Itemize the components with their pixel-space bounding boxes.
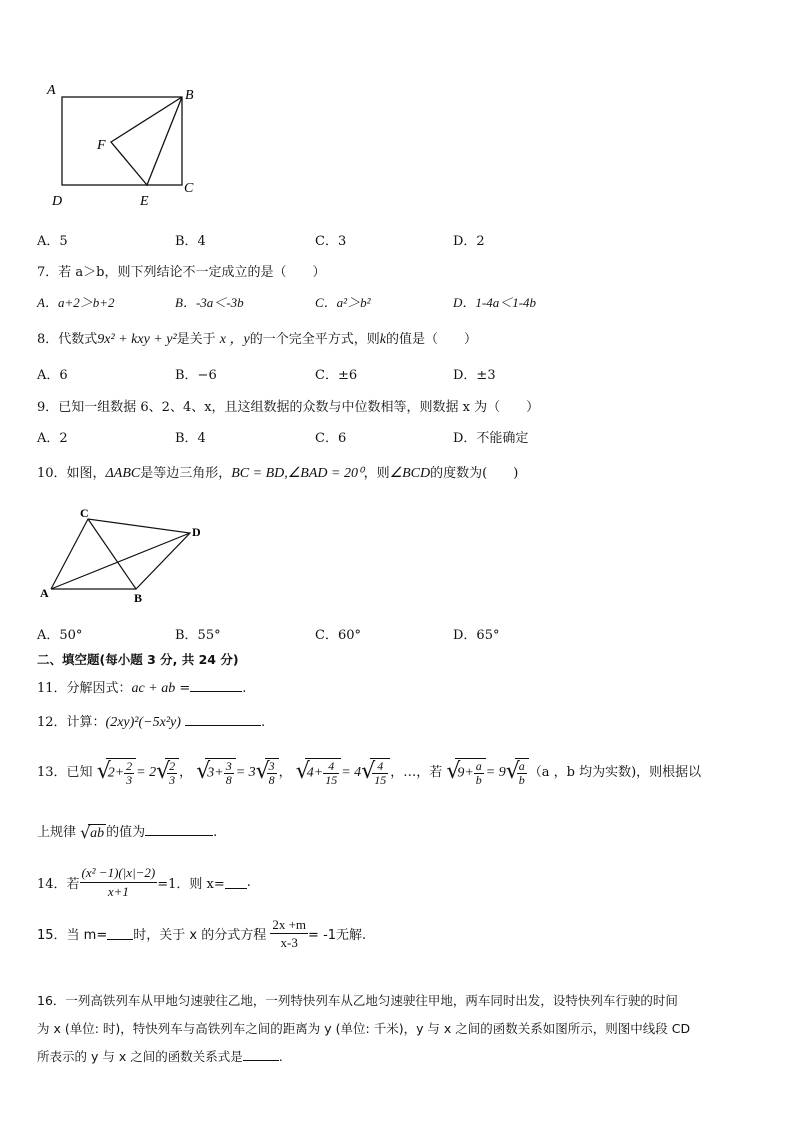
q16-line3-text: [37, 1047, 283, 1065]
q8-suffix: 的一个完全平方式，则: [249, 332, 380, 347]
q12-end: .: [261, 715, 266, 730]
q13-e3-num: 4: [323, 760, 339, 774]
q8-option-a: A．6: [37, 368, 68, 383]
label-a2: A: [40, 586, 49, 600]
section-heading: 二、填空题(每小题 3 分, 共 24 分): [37, 652, 239, 667]
segment-ad: [51, 533, 190, 589]
q13-line2-suffix: 的值为: [106, 825, 146, 840]
radical-icon: √: [255, 759, 270, 784]
q13-note: （a ，b 均为实数)，则根据以: [528, 765, 702, 780]
q13-sqrt-1: [97, 758, 136, 787]
q10-middle: 是等边三角形，: [140, 466, 232, 481]
q15: [37, 916, 366, 951]
q15-fraction: [270, 916, 308, 951]
q10-stem: [37, 462, 518, 482]
q10-option-d: D．65°: [453, 628, 500, 643]
q13-e3-eq: = 4: [341, 765, 362, 780]
rectangle-figure: [44, 80, 214, 210]
q13-line2-prefix: 上规律: [37, 825, 77, 840]
q8-prefix: 8．代数式: [37, 332, 98, 347]
q11: [37, 677, 246, 697]
q11-end: .: [242, 681, 247, 696]
q7-stem: 7．若 a＞b，则下列结论不一定成立的是（ ）: [37, 265, 326, 280]
q10-suffix: ，则: [363, 466, 390, 481]
q8-option-c: C．±6: [315, 368, 358, 383]
q14-eq: =1．则 x=: [157, 877, 225, 892]
q16-answer-blank[interactable]: [243, 1048, 279, 1061]
q13-e1-num: 2: [126, 759, 133, 773]
q13-e4-den: b: [475, 773, 482, 787]
q16-line3: 所表示的 y 与 x 之间的函数关系式是: [37, 1049, 243, 1064]
q16-end: .: [278, 1049, 283, 1064]
q13-end: .: [213, 825, 218, 840]
q15-prefix: 15．当 m=: [37, 928, 108, 943]
triangle-bfe: [111, 97, 182, 185]
q8-middle: 是关于: [176, 332, 216, 347]
q13-e2-rnum: 3: [268, 759, 275, 773]
q13-ab: ab: [90, 825, 105, 841]
q14-fraction: [80, 864, 158, 901]
q7-option-b: B．-3a＜-3b: [175, 295, 244, 310]
q6-option-b: B．4: [175, 234, 206, 249]
segment-cb: [88, 519, 136, 589]
q6-option-c: C．3: [315, 234, 347, 249]
label-e: E: [140, 194, 149, 209]
q9-option-c: C．6: [315, 431, 347, 446]
q13-e3-rden: 15: [374, 773, 387, 787]
q11-prefix: 11．分解因式：: [37, 681, 132, 696]
q12-prefix: 12．计算：: [37, 715, 106, 730]
q13-e1-eq: = 2: [136, 765, 157, 780]
radical-icon: √: [80, 822, 91, 842]
q7-option-a: A．a+2＞b+2: [37, 295, 115, 310]
label-b: B: [185, 88, 194, 103]
q13-e1-rnum: 2: [169, 759, 176, 773]
q7-option-d: D．1-4a＜1-4b: [453, 295, 537, 310]
q15-denominator: x-3: [280, 935, 298, 950]
q15-end: = -1无解.: [308, 928, 367, 943]
q8-stem: [37, 328, 477, 348]
q15-numerator: 2x +m: [272, 917, 307, 932]
quad-outline: [51, 519, 190, 589]
q14-answer-blank[interactable]: [225, 876, 247, 889]
label-c: C: [184, 181, 194, 196]
q6-options: [37, 230, 757, 248]
q13-sqrt-1r: [156, 758, 179, 787]
q13-e4-rnum: a: [518, 759, 525, 773]
q15-answer-blank[interactable]: [107, 927, 133, 940]
q16-line2: 为 x (单位: 时)，特快列车与高铁列车之间的距离为 y (单位: 千米)，y 与 x 之间的函数关系如图所示，则图中线段 CD: [37, 1021, 691, 1036]
q8-expression: 9x² + kxy + y²: [97, 332, 177, 347]
q9-options: [37, 427, 757, 445]
q10-prefix: 10．如图，: [37, 466, 106, 481]
q13-sqrt-3r: [361, 758, 390, 787]
label-c2: C: [80, 506, 89, 520]
q13-line2: [37, 821, 217, 842]
q14-denominator: x+1: [107, 884, 129, 899]
q13-e1-rden: 3: [169, 773, 176, 787]
q9-stem: 9．已知一组数据 6、2、4、x，且这组数据的众数与中位数相等，则数据 x 为（ ）: [37, 400, 540, 415]
q13-sqrt-2: [196, 758, 235, 787]
q11-expression: ac + ab: [131, 681, 176, 696]
q8-end: 的值是（ ）: [385, 332, 477, 347]
q13-e2-rden: 8: [268, 773, 275, 787]
q10-option-c: C．60°: [315, 628, 361, 643]
q13-e4-rden: b: [518, 773, 525, 787]
radical-icon: √: [295, 759, 310, 784]
q13-prefix: 13．已知: [37, 765, 93, 780]
q13-sqrt-ab: [80, 824, 106, 842]
label-d2: D: [192, 525, 201, 539]
q9-option-d: D．不能确定: [453, 431, 529, 446]
q13-line1: 13．已知 √ 2+ $\frac{2}{3}$ = 2 √ $\frac{2}{3}$ ， √ 3+ $\frac{3}{8}$ = 3 √ $\frac{3}{8}$ ， √ 4+ $\frac{4}{15}$ = 4 √ $\frac{4}{15}$ ，…，若 √ 9+ $\frac{a}{b}$ = 9 √ $\frac{a}{b}$ （a ，b 均为实数)，则根据以: [37, 759, 702, 787]
q8-option-d: D．±3: [453, 368, 496, 383]
q6-option-d: D．2: [453, 234, 485, 249]
q13-e2-eq: = 3: [235, 765, 256, 780]
q14-end: .: [246, 875, 251, 890]
radical-icon: √: [156, 759, 171, 784]
q13-sqrt-3: [296, 758, 341, 787]
q12-answer-blank[interactable]: [185, 713, 261, 726]
q13-e4-eq: = 9: [485, 765, 506, 780]
label-a: A: [47, 83, 56, 98]
q13-e2-num: 3: [225, 759, 232, 773]
q12: [37, 711, 265, 731]
q14: [37, 864, 251, 901]
q10-angle: ∠BCD: [389, 466, 431, 481]
q13-e3-rnum: 4: [372, 760, 388, 774]
q13-e4-int: 9+: [457, 765, 474, 781]
q13-sqrt-4: [446, 758, 485, 787]
q15-middle: 时，关于 x 的分式方程: [133, 928, 267, 943]
radical-icon: √: [361, 759, 376, 784]
q13-sqrt-4r: [506, 758, 529, 787]
q10-condition: BC = BD,∠BAD = 20⁰: [231, 466, 364, 481]
q14-numerator: (x² −1)(|x|−2): [80, 864, 158, 883]
radical-icon: √: [96, 759, 111, 784]
q12-expression: (2xy)²(−5x²y): [105, 715, 181, 730]
radical-icon: √: [196, 759, 211, 784]
q13-e3-den: 15: [325, 773, 338, 787]
q13-e1-int: 2+: [107, 765, 125, 781]
q11-eq: =: [175, 681, 191, 696]
q13-e2-int: 3+: [207, 765, 224, 781]
q10-end: 的度数为( ): [430, 466, 519, 481]
q8-option-b: B．−6: [175, 368, 217, 383]
q8-options: [37, 364, 757, 382]
q13-dots: ，…，若: [390, 765, 443, 780]
q13-e4-num: a: [475, 759, 482, 773]
label-f: F: [97, 138, 106, 153]
label-b2: B: [134, 591, 143, 605]
q10-options: [37, 624, 757, 642]
q7-options: [37, 292, 757, 310]
q8-k: k: [379, 332, 386, 347]
q9-option-b: B．4: [175, 431, 206, 446]
q13-e2-den: 8: [225, 773, 232, 787]
q10-triangle: ΔABC: [105, 466, 141, 481]
q13-e1-den: 3: [126, 773, 133, 787]
q14-prefix: 14．若: [37, 877, 80, 892]
quadrilateral-figure: [36, 505, 216, 610]
q9-option-a: A．2: [37, 431, 68, 446]
q13-e3-int: 4+: [306, 765, 324, 781]
radical-icon: √: [446, 759, 461, 784]
q10-option-a: A．50°: [37, 628, 83, 643]
q13-answer-blank[interactable]: [145, 823, 213, 836]
q13-sqrt-2r: [256, 758, 279, 787]
q16-line1: 16．一列高铁列车从甲地匀速驶往乙地，一列特快列车从乙地匀速驶往甲地，两车同时出发，设特快列车行驶的时间: [37, 993, 678, 1008]
q8-vars: x ，y: [219, 332, 250, 347]
q10-option-b: B．55°: [175, 628, 221, 643]
q11-answer-blank[interactable]: [190, 679, 242, 692]
radical-icon: √: [505, 759, 520, 784]
q6-option-a: A．5: [37, 234, 68, 249]
q7-option-c: C．a²＞b²: [315, 295, 371, 310]
label-d: D: [52, 194, 63, 209]
